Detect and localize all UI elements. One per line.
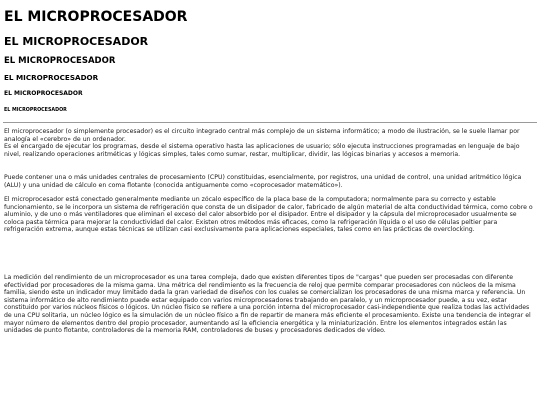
paragraph-intro-line-2: Es el encargado de ejecutar los programas, desde el sistema operativo hasta las aplicaciones de usuario; sólo ejecuta instrucciones programadas en lenguaje de bajo nivel, realizando operaciones aritméticas y lógicas simples, tales como sumar, restar, multiplicar, dividir, las lógicas binarias y accesos a memoria. — [4, 143, 520, 158]
heading-level-2: EL MICROPROCESADOR — [4, 35, 149, 48]
paragraph-cpu-units: Puede contener una o más unidades centrales de procesamiento (CPU) constituidas, esencialmente, por registros, una unidad de control, una unidad aritmético lógica (ALU) y una unidad de cálculo en coma flotante (conocida antiguamente como «coprocesador matemático»). — [4, 174, 522, 189]
heading-level-5: EL MICROPROCESADOR — [4, 90, 83, 97]
heading-level-6: EL MICROPROCESADOR — [4, 108, 67, 113]
paragraph-intro-line-1: El microprocesador (o simplemente procesador) es el circuito integrado central más complejo de un sistema informático; a modo de ilustración, se le suele llamar por analogía el «cerebro» de un ordenador. — [4, 128, 520, 143]
heading-level-4: EL MICROPROCESADOR — [4, 73, 99, 82]
paragraph-cooling: El microprocesador está conectado generalmente mediante un zócalo específico de la placa base de la computadora; normalmente para su correcto y estable funcionamiento, se le incorpora un sistema de refrigeración que consta de un disipador de calor, fabricado de algún material de alta conductividad térmica, como cobre o aluminio, y de uno o más ventiladores que eliminan el exceso del calor absorbido por el disipador. Entre el disipador y la cápsula del microprocesador usualmente se coloca pasta térmica para mejorar la conductividad del calor. Existen otros métodos más eficaces, como la refrigeración líquida o el uso de células peltier para refrigeración extrema, aunque estas técnicas se utilizan casi exclusivamente para aplicaciones especiales, tales como en las prácticas de overclocking. — [4, 196, 533, 234]
heading-level-3: EL MICROPROCESADOR — [4, 56, 116, 66]
heading-level-1: EL MICROPROCESADOR — [4, 9, 188, 25]
paragraph-intro — [4, 128, 536, 158]
paragraph-performance: La medición del rendimiento de un microprocesador es una tarea compleja, dado que existen diferentes tipos de "cargas" que pueden ser procesadas con diferente efectividad por procesadores de la misma gama. Una métrica del rendimiento es la frecuencia de reloj que permite comparar procesadores con núcleos de la misma familia, siendo este un indicador muy limitado dada la gran variedad de diseños con los cuales se comercializan los procesadores de una misma marca y referencia. Un sistema informático de alto rendimiento puede estar equipado con varios microprocesadores trabajando en paralelo, y un microprocesador puede, a su vez, estar constituido por varios núcleos físicos o lógicos. Un núcleo físico se refiere a una porción interna del microprocesador casi-independiente que realiza todas las actividades de una CPU solitaria, un núcleo lógico es la simulación de un núcleo físico a fin de repartir de manera más eficiente el procesamiento. Existe una tendencia de integrar el mayor número de elementos dentro del propio procesador, aumentando así la eficiencia energética y la miniaturización. Entre los elementos integrados están las unidades de punto flotante, controladores de la memoria RAM, controladores de buses y procesadores dedicados de vídeo. — [4, 274, 531, 335]
horizontal-divider — [3, 122, 537, 123]
